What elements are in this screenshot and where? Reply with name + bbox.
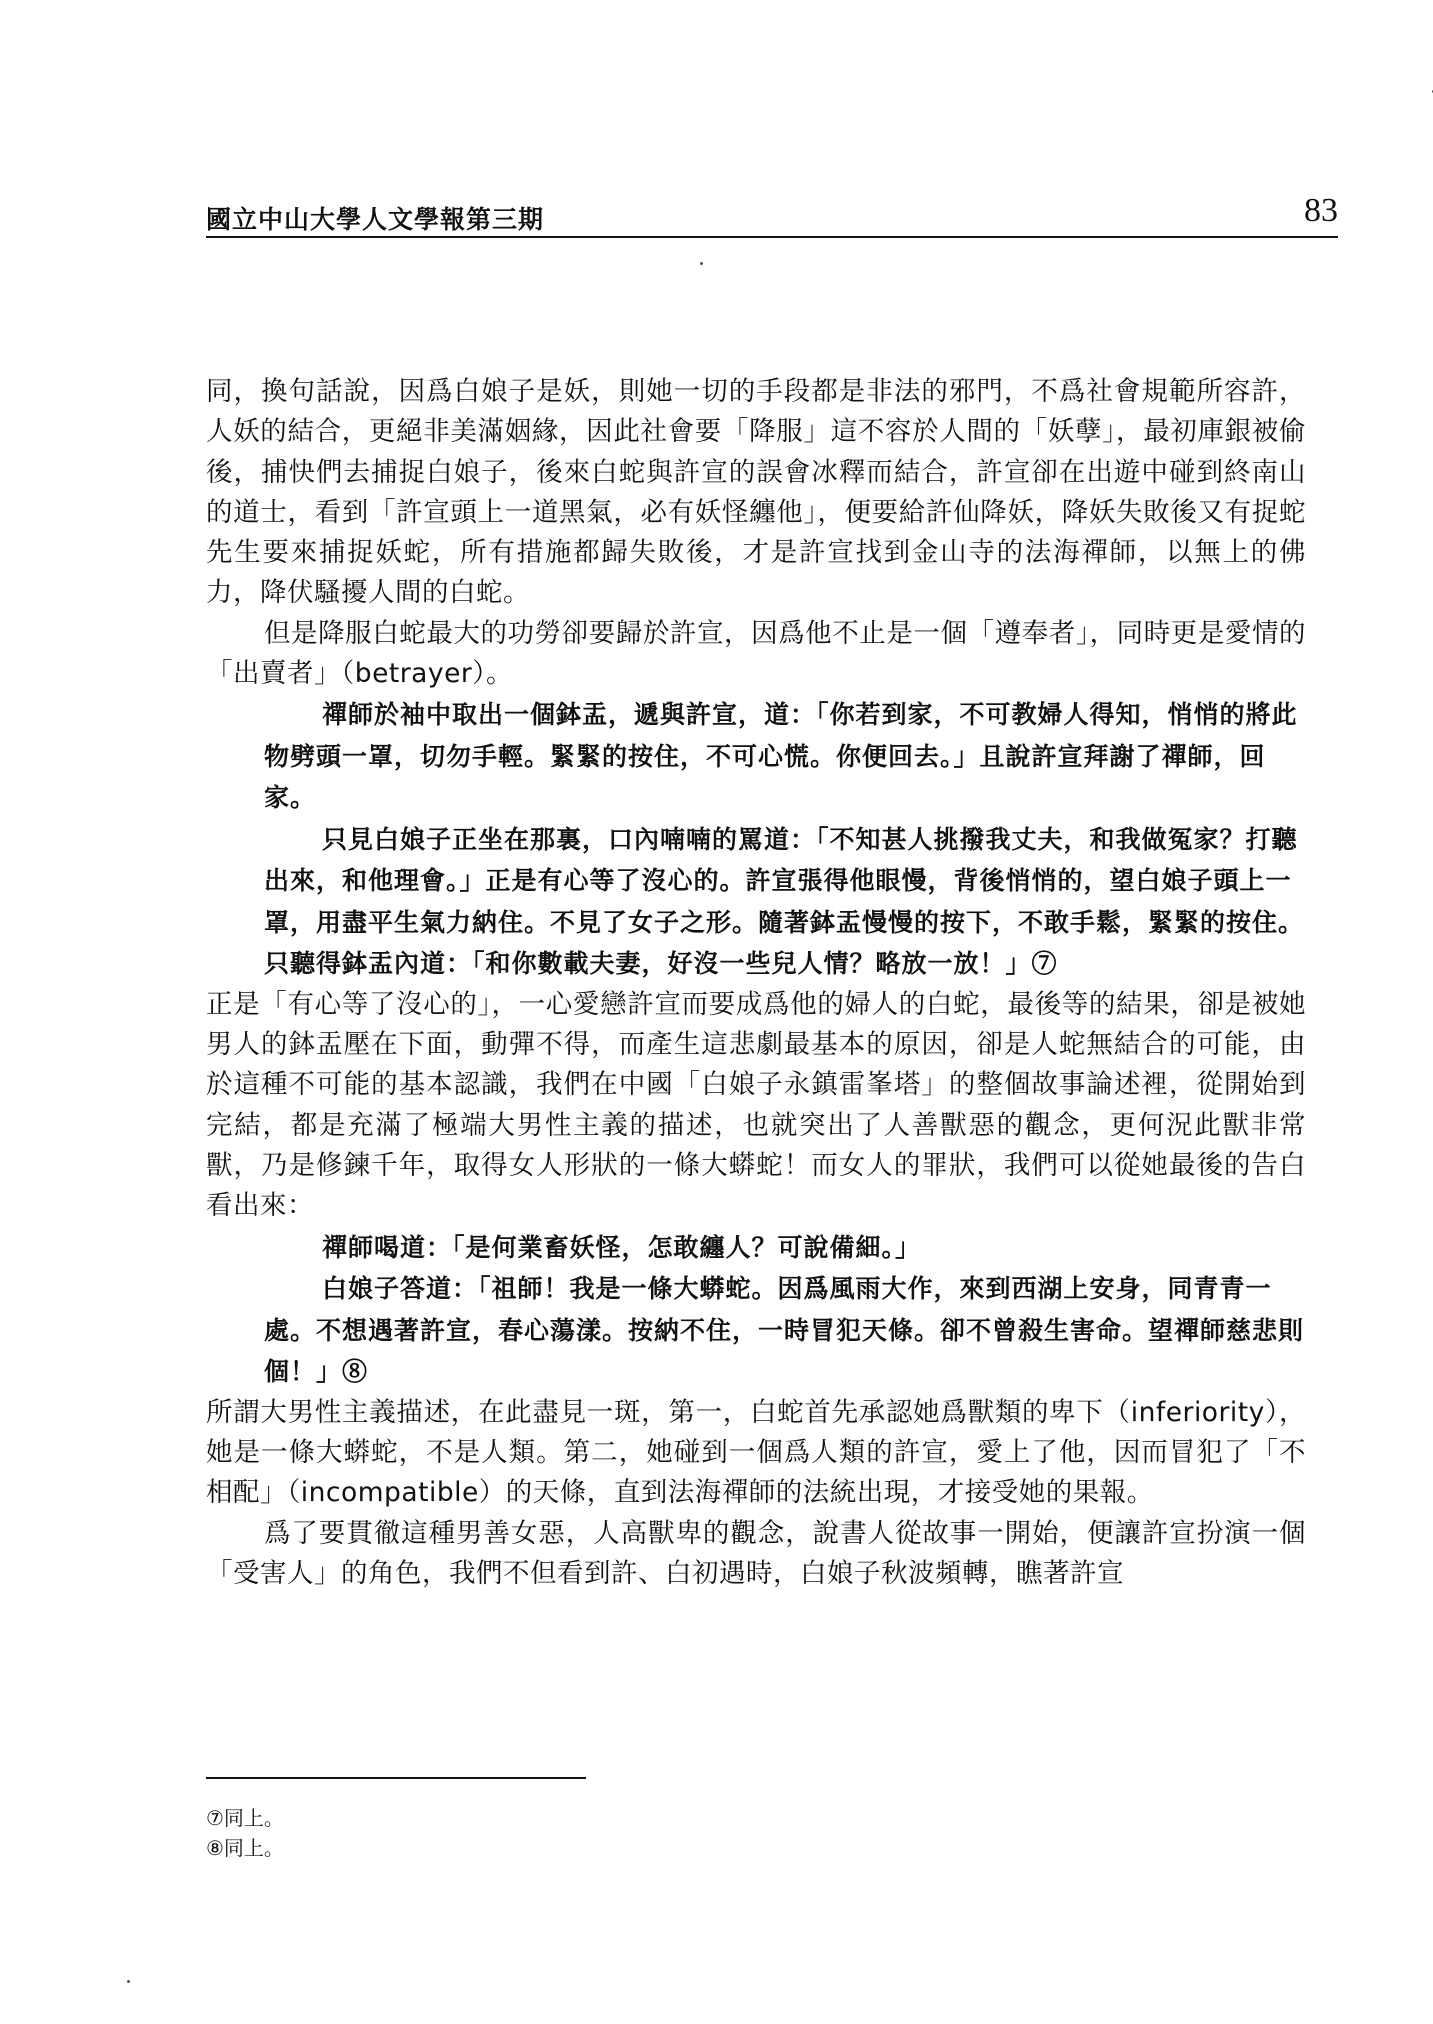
journal-title: 國立中山大學人文學報第三期	[206, 205, 545, 234]
block-quote-4: 白娘子答道：「祖師！我是一條大蟒蛇。因爲風雨大作，來到西湖上安身，同青青一處。不想遇著許宣，春心蕩漾。按納不住，一時冒犯天條。卻不曾殺生害命。望禪師慈悲則個！」⑧	[264, 1274, 1305, 1387]
paragraph-1: 同，換句話說，因爲白娘子是妖，則她一切的手段都是非法的邪門，不爲社會規範所容許，人妖的結合，更絕非美滿姻緣，因此社會要「降服」這不容於人間的「妖孽」，最初庫銀被偷後，捕快們去捕捉白娘子，後來白蛇與許宣的誤會冰釋而結合，許宣卻在出遊中碰到終南山的道士，看到「許宣頭上一道黑氣，必有妖怪纏他」，便要給許仙降妖，降妖失敗後又有捉蛇先生要來捕捉妖蛇，所有措施都歸失敗後，才是許宣找到金山寺的法海禪師，以無上的佛力，降伏騷擾人間的白蛇。	[206, 376, 1306, 609]
body-text	[206, 372, 1306, 1594]
block-quote-3: 禪師喝道：「是何業畜妖怪，怎敢纏人？可說備細。」	[322, 1232, 922, 1262]
footnote-7: ⑦同上。	[206, 1806, 284, 1830]
footnotes	[206, 1803, 284, 1863]
header-rule	[206, 236, 1338, 238]
paragraph-4: 所謂大男性主義描述，在此盡見一斑，第一，白蛇首先承認她爲獸類的卑下（inferiority），她是一條大蟒蛇，不是人類。第二，她碰到一個爲人類的許宣，愛上了他，因而冒犯了「不相配」（incompatible）的天條，直到法海禪師的法統出現，才接受她的果報。	[206, 1396, 1306, 1509]
block-quote-1: 禪師於袖中取出一個鉢盂，遞與許宣，道：「你若到家，不可教婦人得知，悄悄的將此物劈頭一罩，切勿手輕。緊緊的按住，不可心慌。你便回去。」且說許宣拜謝了禪師，回家。	[264, 700, 1298, 813]
footnote-8: ⑧同上。	[206, 1836, 284, 1860]
scan-speck	[700, 262, 703, 265]
running-header	[206, 192, 1338, 240]
page-number: 83	[1304, 192, 1338, 229]
paragraph-5: 爲了要貫徹這種男善女惡，人高獸卑的觀念，說書人從故事一開始，便讓許宣扮演一個「受害人」的角色，我們不但看到許、白初遇時，白娘子秋波頻轉，瞧著許宣	[206, 1517, 1306, 1589]
paragraph-2: 但是降服白蛇最大的功勞卻要歸於許宣，因爲他不止是一個「遵奉者」，同時更是愛情的「出賣者」（betrayer）。	[206, 617, 1306, 690]
footnote-rule	[206, 1777, 586, 1779]
scan-speck	[127, 1980, 130, 1983]
paragraph-3: 正是「有心等了沒心的」，一心愛戀許宣而要成爲他的婦人的白蛇，最後等的結果，卻是被她男人的鉢盂壓在下面，動彈不得，而產生這悲劇最基本的原因，卻是人蛇無結合的可能，由於這種不可能的基本認識，我們在中國「白娘子永鎮雷峯塔」的整個故事論述裡，從開始到完結，都是充滿了極端大男性主義的描述，也就突出了人善獸惡的觀念，更何況此獸非常獸，乃是修鍊千年，取得女人形狀的一條大蟒蛇！而女人的罪狀，我們可以從她最後的告白看出來：	[206, 988, 1306, 1222]
block-quote-2: 只見白娘子正坐在那裏，口內喃喃的罵道：「不知甚人挑撥我丈夫，和我做冤家？打聽出來，和他理會。」正是有心等了沒心的。許宣張得他眼慢，背後悄悄的，望白娘子頭上一罩，用盡平生氣力納住。不見了女子之形。隨著鉢盂慢慢的按下，不敢手鬆，緊緊的按住。只聽得鉢盂內道：「和你數載夫妻，好沒一些兒人情？略放一放！」⑦	[264, 824, 1305, 979]
